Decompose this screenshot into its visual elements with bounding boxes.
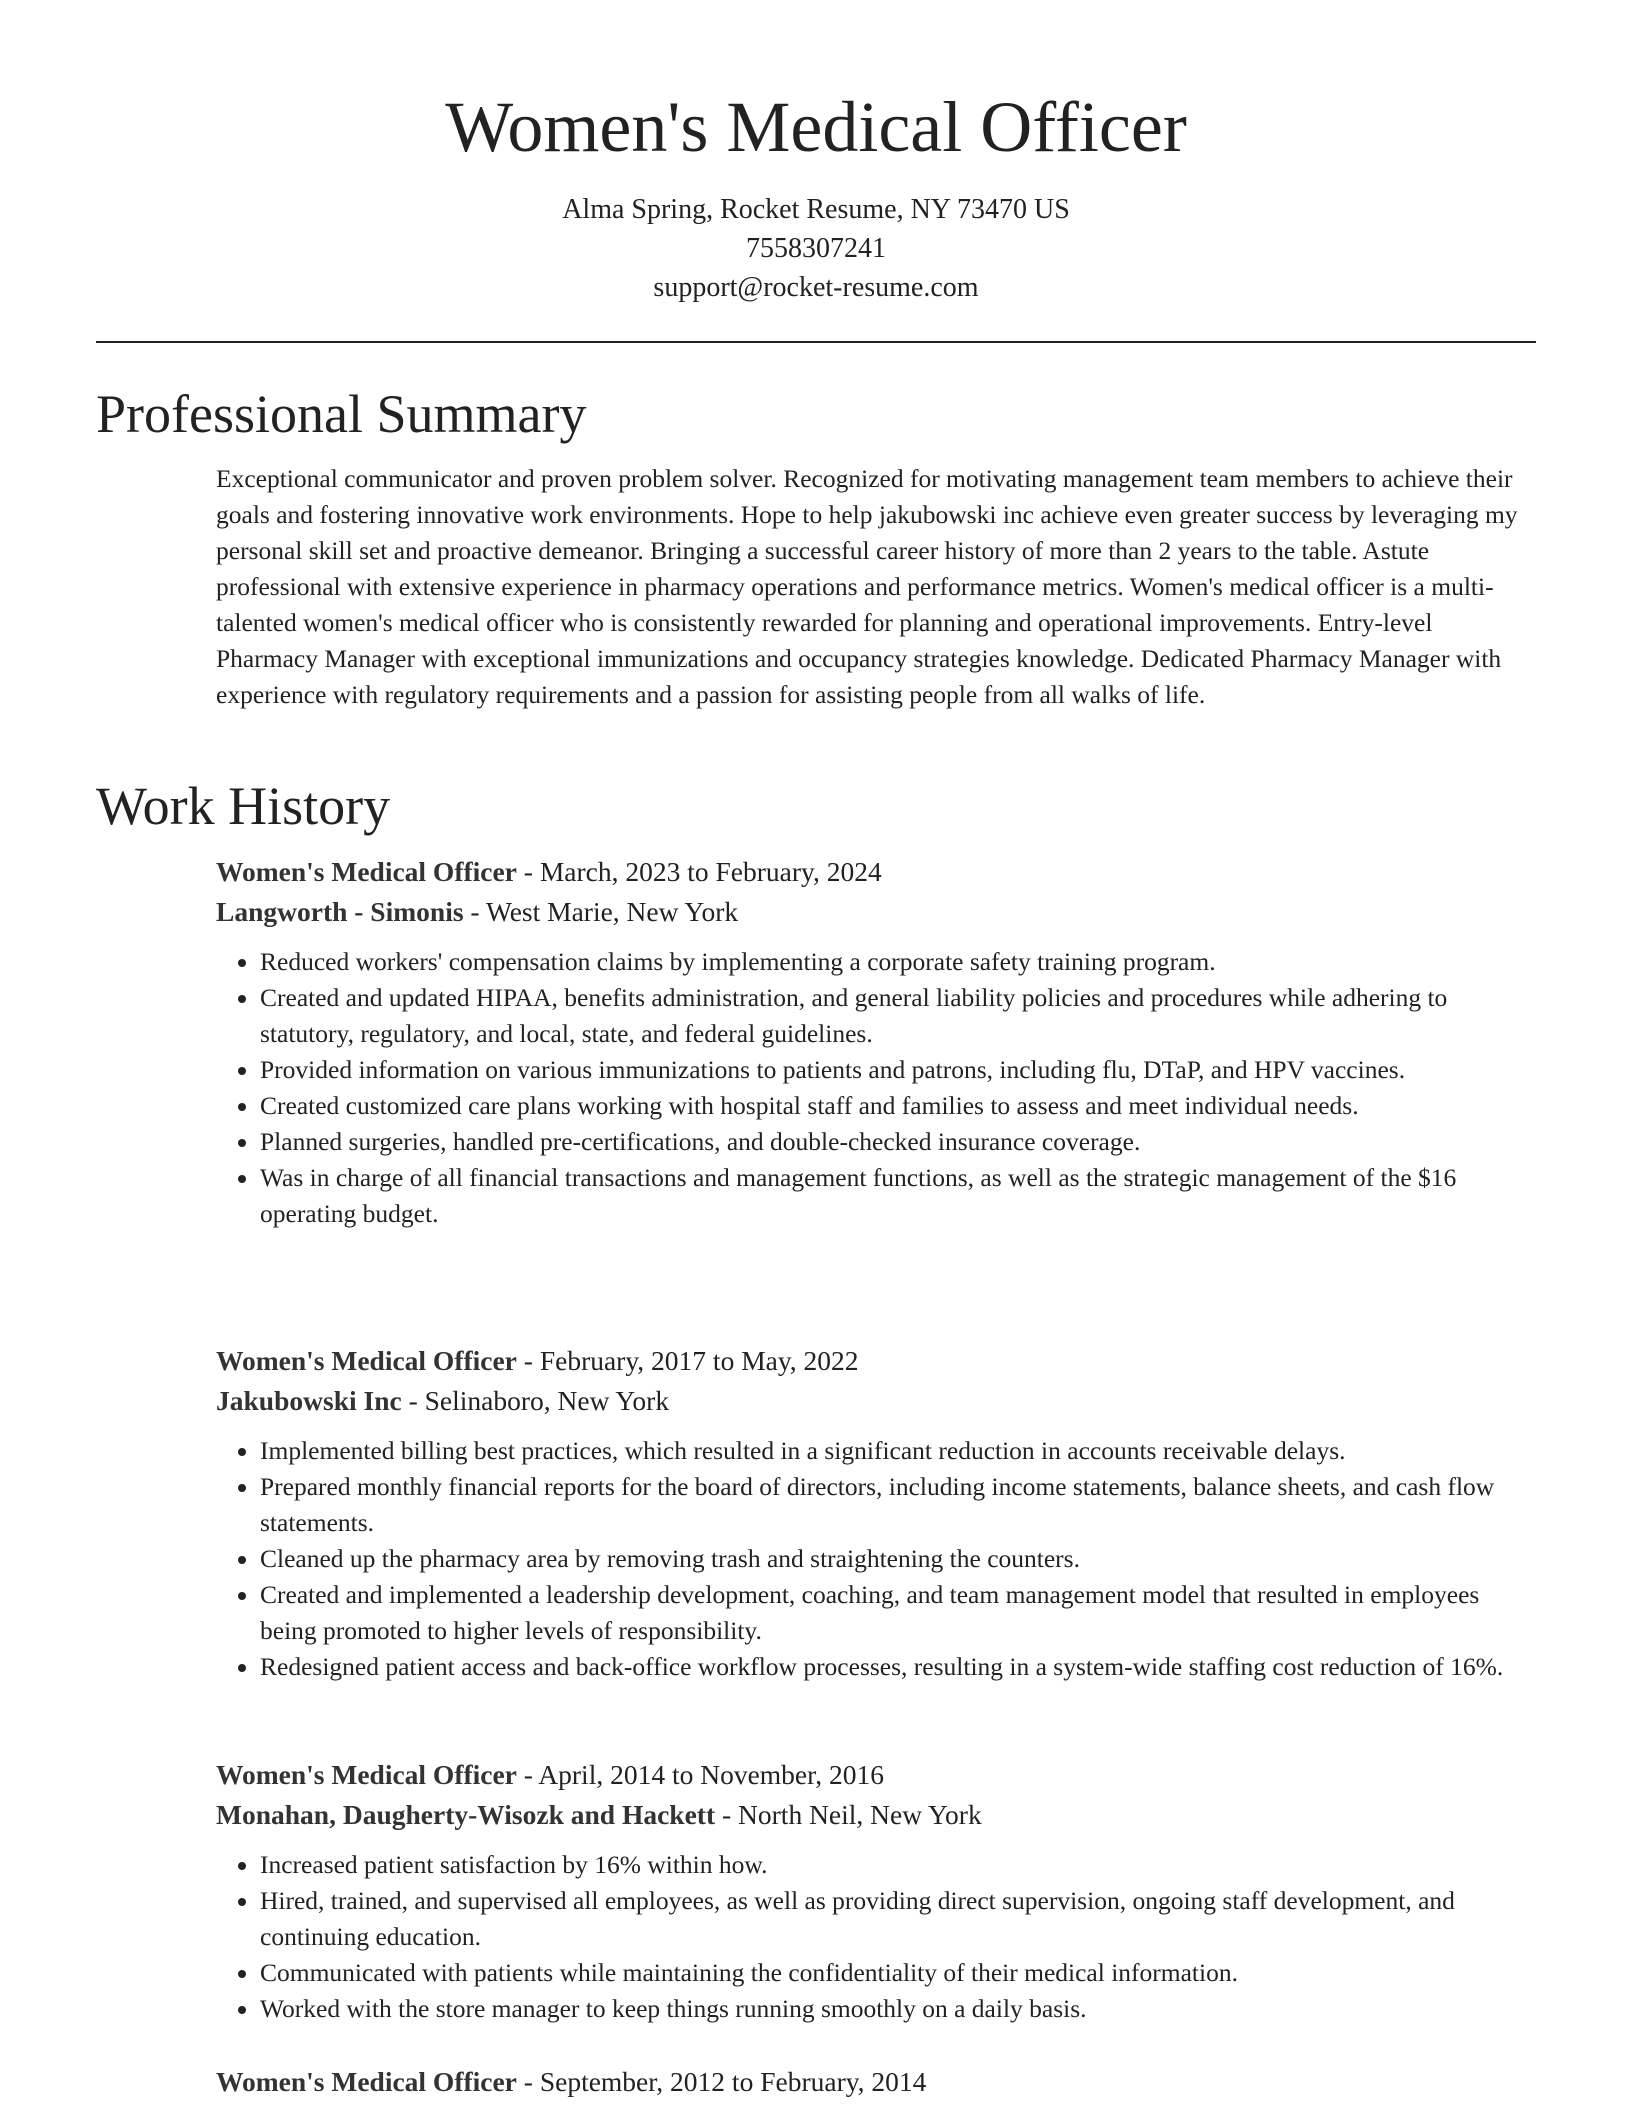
work-history-heading: Work History — [96, 776, 391, 836]
job-title-line — [216, 1341, 1538, 1381]
duty-item: • Redesigned patient access and back-office workflow processes, resulting in a system-wide staffing cost reduction of 16%. — [260, 1649, 1538, 1685]
duty-item: • Created and implemented a leadership development, coaching, and team management model that resulted in employees being promoted to higher levels of responsibility. — [260, 1577, 1538, 1649]
duty-item: • Created customized care plans working with hospital staff and families to assess and meet individual needs. — [260, 1088, 1538, 1124]
job-role: Women's Medical Officer — [216, 2066, 517, 2097]
separator: - — [516, 856, 540, 887]
candidate-name: Women's Medical Officer — [445, 87, 1187, 167]
job-dates: April, 2014 to November, 2016 — [538, 1759, 884, 1790]
job-company: Monahan, Daugherty-Wisozk and Hackett — [216, 1799, 716, 1830]
duty-item: • Reduced workers' compensation claims by implementing a corporate safety training program. — [260, 944, 1538, 980]
duty-item: • Planned surgeries, handled pre-certifications, and double-checked insurance coverage. — [260, 1124, 1538, 1160]
job-dates: March, 2023 to February, 2024 — [539, 856, 882, 887]
duty-item: • Cleaned up the pharmacy area by removing trash and straightening the counters. — [260, 1541, 1538, 1577]
email-address: support@rocket-resume.com — [653, 272, 979, 303]
duty-item: • Hired, trained, and supervised all employees, as well as providing direct supervision, ongoing staff development, and continuing education. — [260, 1883, 1538, 1955]
job-entry — [216, 2062, 1538, 2102]
duty-item: • Created and updated HIPAA, benefits administration, and general liability policies and procedures while adhering to statutory, regulatory, and local, state, and federal guidelines. — [260, 980, 1538, 1052]
job-entry — [216, 1341, 1538, 1685]
job-title-line — [216, 1755, 1538, 1795]
summary-section — [216, 461, 1538, 713]
phone-number: 7558307241 — [746, 233, 886, 264]
job-role: Women's Medical Officer — [216, 1759, 517, 1790]
job-company-line — [216, 1381, 1538, 1421]
duty-item: • Communicated with patients while maintaining the confidentiality of their medical information. — [260, 1955, 1538, 1991]
separator: - — [463, 896, 486, 927]
job-entry — [216, 1755, 1538, 2027]
duty-item: • Increased patient satisfaction by 16% within how. — [260, 1847, 1538, 1883]
duty-item: • Was in charge of all financial transactions and management functions, as well as the strategic management of the $16 operating budget. — [260, 1160, 1538, 1232]
separator: - — [516, 1345, 540, 1376]
job-location: West Marie, New York — [485, 896, 739, 927]
job-dates: February, 2017 to May, 2022 — [539, 1345, 859, 1376]
job-location: Selinaboro, New York — [424, 1385, 670, 1416]
job-company: Langworth - Simonis — [216, 896, 464, 927]
duty-list — [216, 1847, 1538, 2027]
address: Alma Spring, Rocket Resume, NY 73470 US — [562, 194, 1070, 225]
separator: - — [516, 1759, 539, 1790]
job-dates: September, 2012 to February, 2014 — [539, 2066, 927, 2097]
job-title-line — [216, 852, 1538, 892]
duty-list — [216, 1433, 1538, 1685]
contact-info — [0, 190, 1632, 307]
job-company-line — [216, 1795, 1538, 1835]
job-title-line — [216, 2062, 1538, 2102]
job-entry — [216, 852, 1538, 1232]
separator: - — [715, 1799, 739, 1830]
job-role: Women's Medical Officer — [216, 1345, 517, 1376]
separator: - — [516, 2066, 540, 2097]
job-company-line — [216, 892, 1538, 932]
duty-item: • Provided information on various immunizations to patients and patrons, including flu, DTaP, and HPV vaccines. — [260, 1052, 1538, 1088]
job-location: North Neil, New York — [738, 1799, 982, 1830]
summary-heading: Professional Summary — [96, 384, 587, 444]
resume-header — [0, 0, 1632, 307]
duty-item: • Prepared monthly financial reports for the board of directors, including income statements, balance sheets, and cash flow statements. — [260, 1469, 1538, 1541]
duty-item: • Worked with the store manager to keep things running smoothly on a daily basis. — [260, 1991, 1538, 2027]
header-divider — [96, 341, 1536, 343]
duty-item: • Implemented billing best practices, which resulted in a significant reduction in accounts receivable delays. — [260, 1433, 1538, 1469]
job-role: Women's Medical Officer — [216, 856, 517, 887]
summary-text: Exceptional communicator and proven problem solver. Recognized for motivating management team members to achieve their goals and fostering innovative work environments. Hope to help jakubowski inc achieve even greater success by leveraging my personal skill set and proactive demeanor. Bringing a successful career history of more than 2 years to the table. Astute professional with extensive experience in pharmacy operations and performance metrics. Women's medical officer is a multi-talented women's medical officer who is consistently rewarded for planning and operational improvements. Entry-level Pharmacy Manager with exceptional immunizations and occupancy strategies knowledge. Dedicated Pharmacy Manager with experience with regulatory requirements and a passion for assisting people from all walks of life. — [216, 464, 1518, 709]
separator: - — [401, 1385, 425, 1416]
job-company: Jakubowski Inc — [216, 1385, 402, 1416]
duty-list — [216, 944, 1538, 1232]
